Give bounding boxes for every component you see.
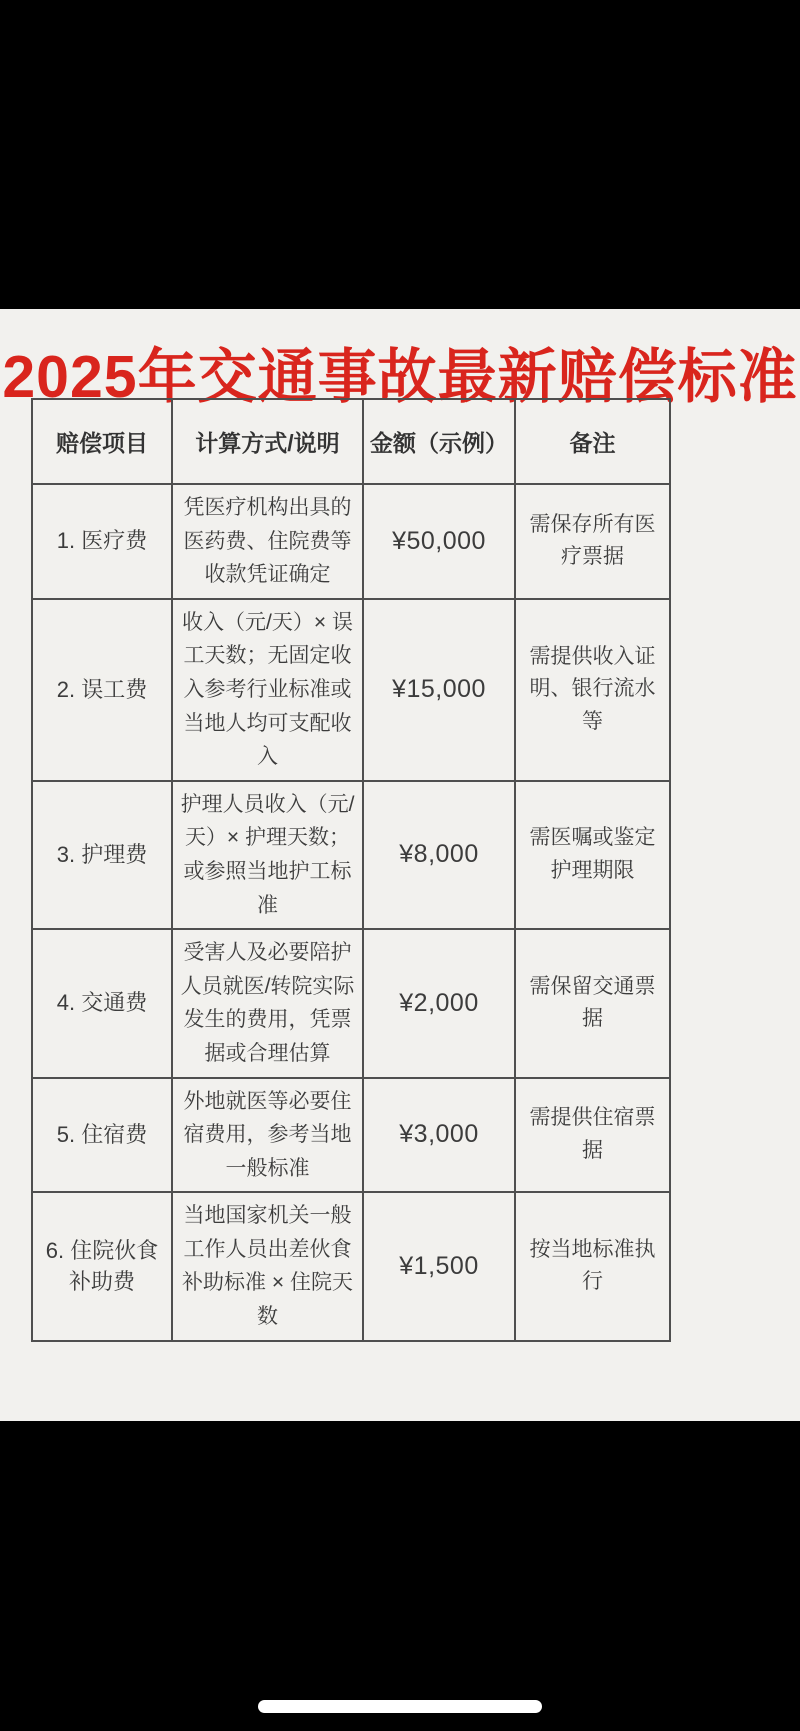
- cell-item: 4. 交通费: [32, 929, 172, 1077]
- cell-method: 收入（元/天）× 误工天数；无固定收入参考行业标准或当地人均可支配收入: [172, 599, 363, 781]
- compensation-table: [31, 398, 671, 1342]
- cell-method: 当地国家机关一般工作人员出差伙食补助标准 × 住院天数: [172, 1192, 363, 1340]
- cell-item: 1. 医疗费: [32, 484, 172, 599]
- cell-amount: ¥15,000: [363, 599, 515, 781]
- table-row: [32, 781, 670, 929]
- cell-item: 2. 误工费: [32, 599, 172, 781]
- page-title: 2025年交通事故最新赔偿标准: [2, 344, 798, 410]
- home-indicator-bar[interactable]: [258, 1700, 542, 1713]
- header-cell-item: 赔偿项目: [32, 399, 172, 484]
- cell-method: 外地就医等必要住宿费用，参考当地一般标准: [172, 1078, 363, 1193]
- cell-item: 5. 住宿费: [32, 1078, 172, 1193]
- table-row: [32, 1078, 670, 1193]
- cell-amount: ¥2,000: [363, 929, 515, 1077]
- letterbox-top: [0, 0, 800, 309]
- cell-amount: ¥50,000: [363, 484, 515, 599]
- document-image: [0, 309, 800, 1421]
- cell-note: 需提供收入证明、银行流水等: [515, 599, 670, 781]
- table-row: [32, 1192, 670, 1340]
- cell-method: 护理人员收入（元/天）× 护理天数；或参照当地护工标准: [172, 781, 363, 929]
- cell-note: 需提供住宿票据: [515, 1078, 670, 1193]
- cell-method: 凭医疗机构出具的医药费、住院费等收款凭证确定: [172, 484, 363, 599]
- table-header-row: [32, 399, 670, 484]
- cell-item: 3. 护理费: [32, 781, 172, 929]
- table-row: [32, 484, 670, 599]
- cell-amount: ¥1,500: [363, 1192, 515, 1340]
- letterbox-bottom: [0, 1421, 800, 1731]
- table-row: [32, 929, 670, 1077]
- table-row: [32, 599, 670, 781]
- header-cell-method: 计算方式/说明: [172, 399, 363, 484]
- header-cell-amount: 金额（示例）: [363, 399, 515, 484]
- cell-amount: ¥8,000: [363, 781, 515, 929]
- cell-method: 受害人及必要陪护人员就医/转院实际发生的费用，凭票据或合理估算: [172, 929, 363, 1077]
- cell-amount: ¥3,000: [363, 1078, 515, 1193]
- cell-note: 需保存所有医疗票据: [515, 484, 670, 599]
- cell-item: 6. 住院伙食补助费: [32, 1192, 172, 1340]
- cell-note: 需医嘱或鉴定护理期限: [515, 781, 670, 929]
- cell-note: 需保留交通票据: [515, 929, 670, 1077]
- header-cell-note: 备注: [515, 399, 670, 484]
- cell-note: 按当地标准执行: [515, 1192, 670, 1340]
